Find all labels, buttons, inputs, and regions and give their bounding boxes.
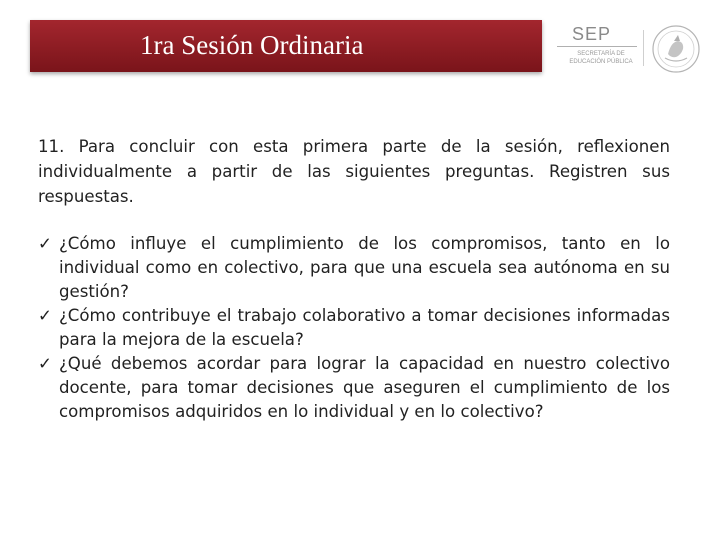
sep-logo-text: SEP	[572, 24, 612, 44]
checkmark-icon: ✓	[38, 354, 52, 373]
question-list	[38, 232, 670, 424]
sep-logo	[555, 20, 705, 80]
question-text: ¿Qué debemos acordar para lograr la capacidad en nuestro colectivo docente, para tomar decisiones que aseguren el cumplimiento de los compromisos adquiridos en lo individual y en lo colectivo?	[59, 354, 670, 421]
question-text: ¿Cómo influye el cumplimiento de los compromisos, tanto en lo individual como en colectivo, para que una escuela sea autónoma en su gestión?	[59, 234, 670, 301]
question-item	[38, 352, 670, 424]
question-item	[38, 232, 670, 304]
question-item	[38, 304, 670, 352]
page-title: 1ra Sesión Ordinaria	[140, 30, 364, 60]
checkmark-icon: ✓	[38, 234, 52, 253]
question-text: ¿Cómo contribuye el trabajo colaborativo a tomar decisiones informadas para la mejora de la escuela?	[59, 306, 670, 349]
sep-logo-rule	[557, 46, 637, 47]
main-content	[38, 134, 670, 424]
intro-paragraph: 11. Para concluir con esta primera parte de la sesión, reflexionen individualmente a partir de las siguientes preguntas. Registren sus respuestas.	[38, 137, 670, 206]
title-bar	[30, 20, 542, 72]
checkmark-icon: ✓	[38, 306, 52, 325]
sep-logo-subtext: SECRETARÍA DE EDUCACIÓN PÚBLICA	[569, 51, 633, 65]
logo-divider	[643, 30, 644, 66]
mexico-seal-icon	[651, 24, 701, 74]
